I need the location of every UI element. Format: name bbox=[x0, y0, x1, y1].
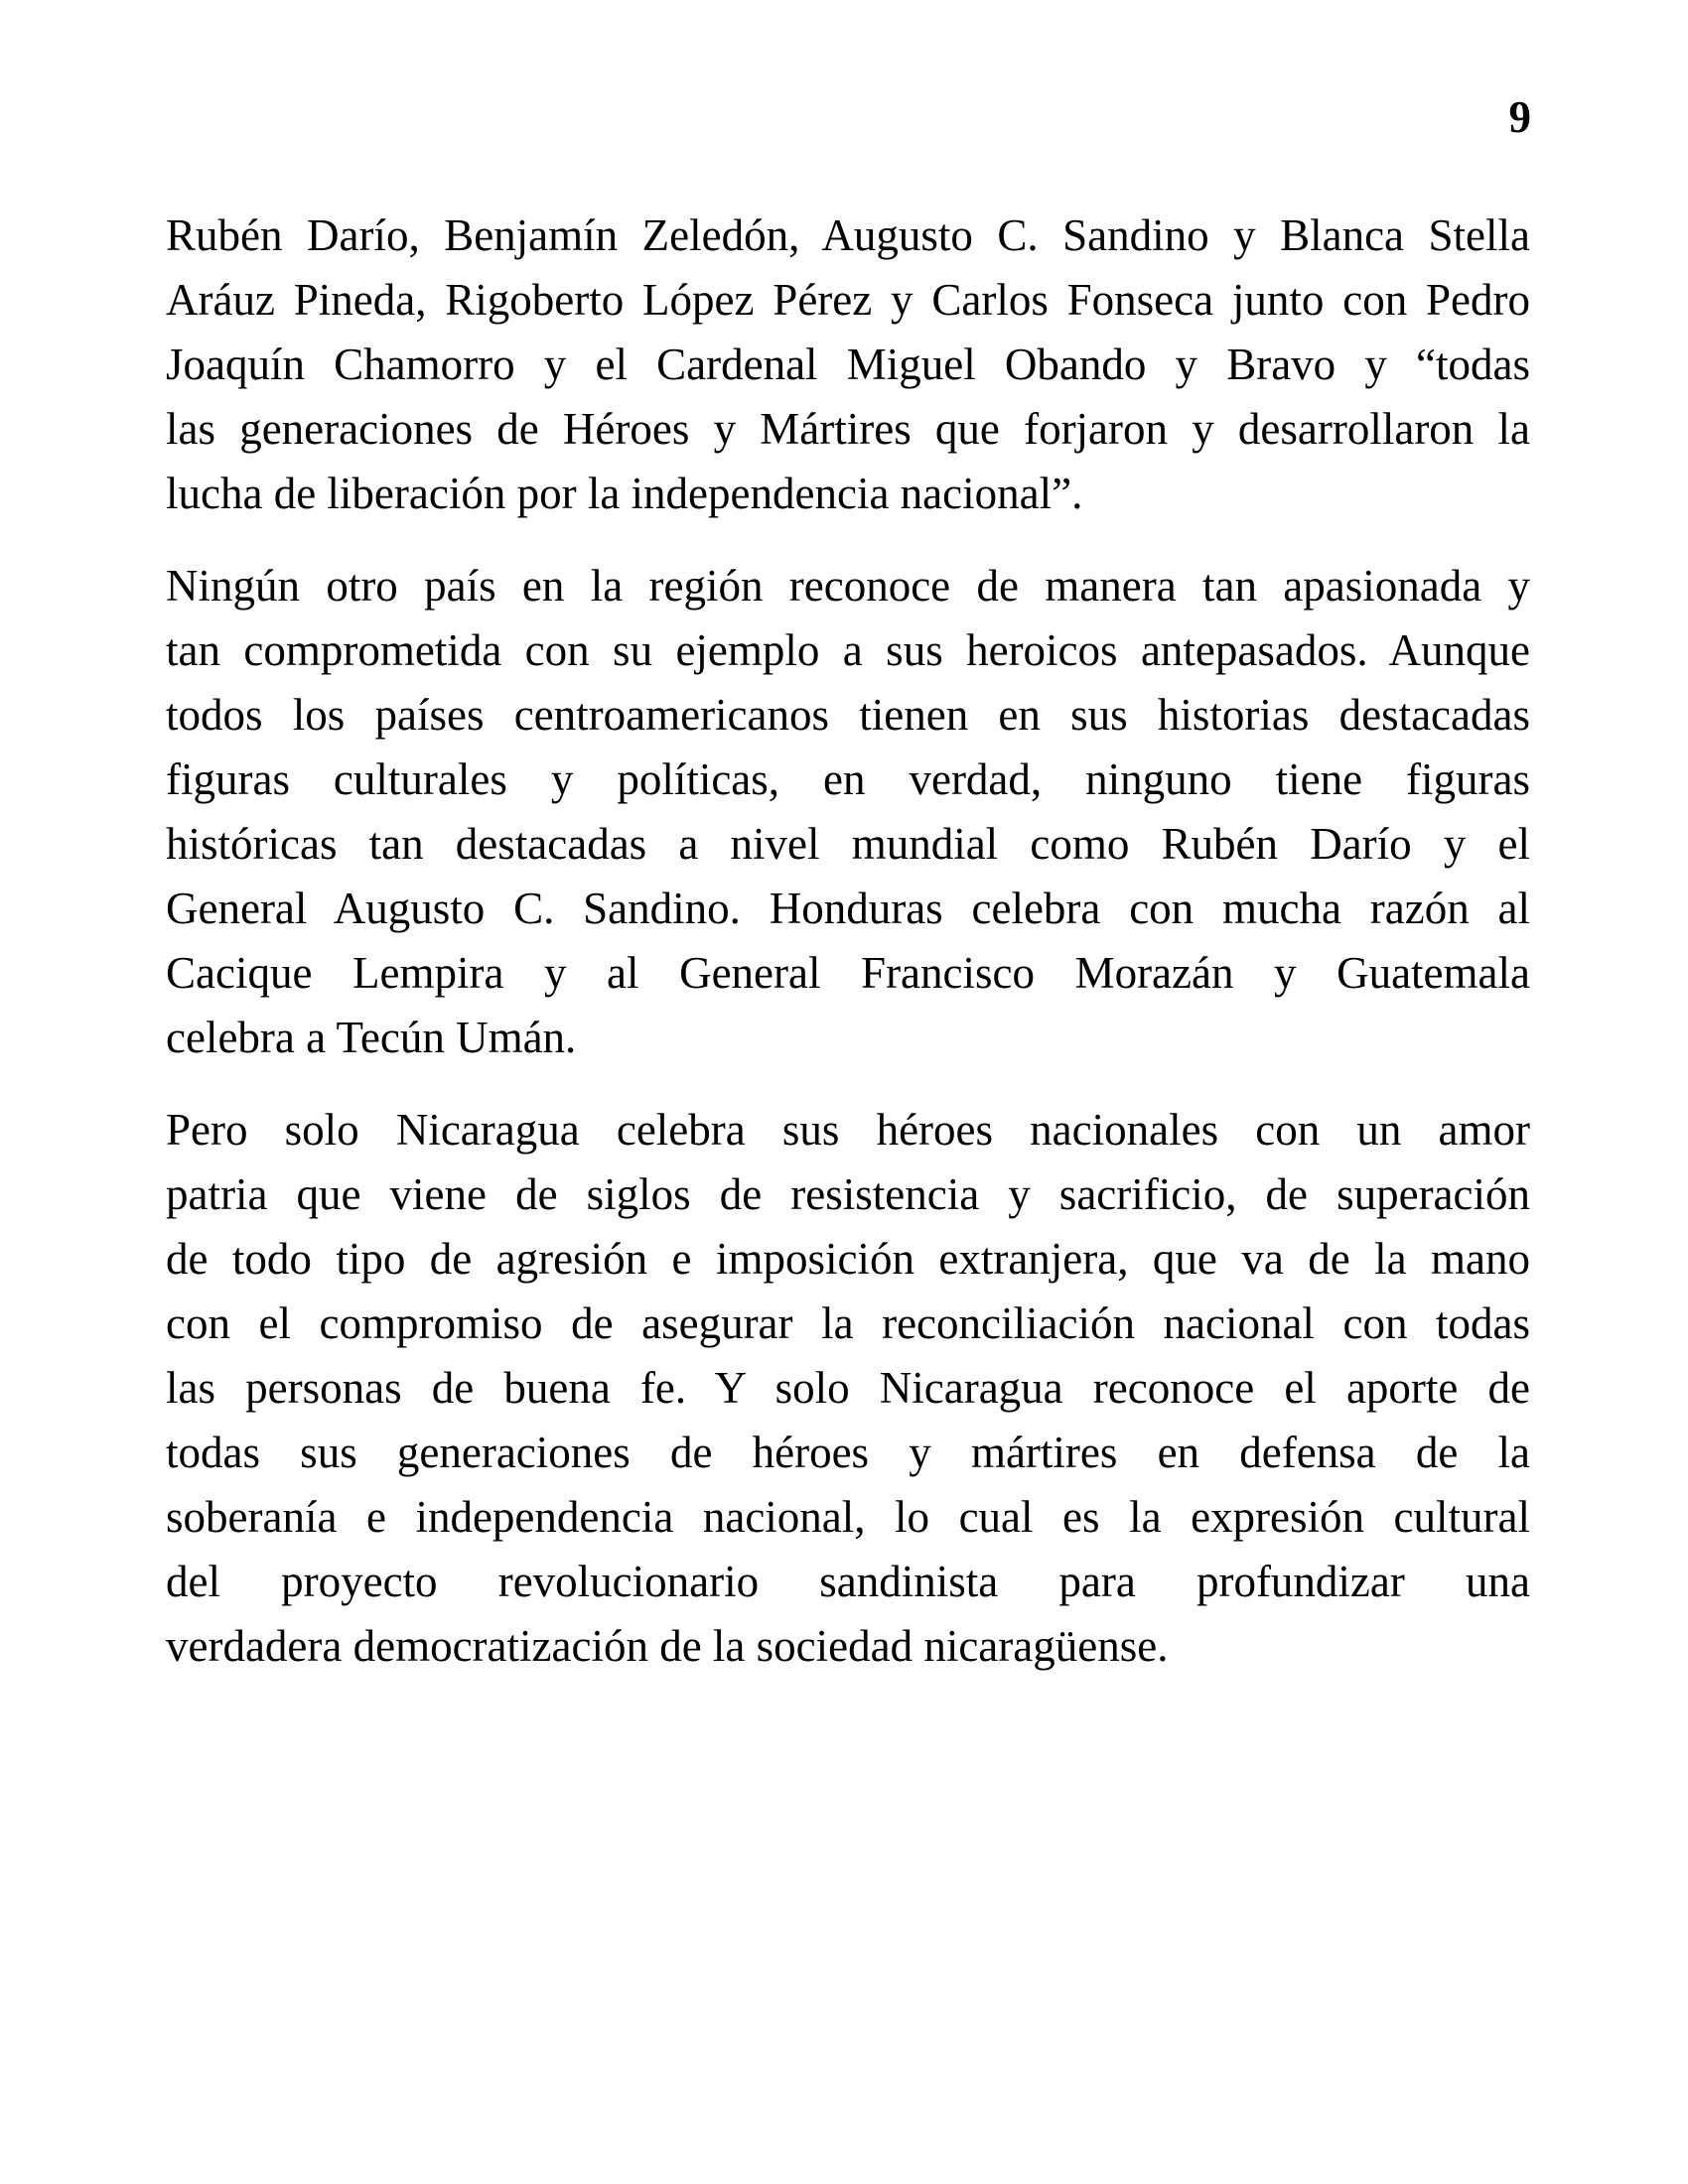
text-line: Joaquín Chamorro y el Cardenal Miguel Obando y Bravo y “todas bbox=[166, 340, 1530, 389]
text-line: Cacique Lempira y al General Francisco Morazán y Guatemala bbox=[166, 948, 1530, 998]
page-number: 9 bbox=[1508, 92, 1531, 142]
text-line: celebra a Tecún Umán. bbox=[166, 1013, 577, 1062]
paragraph bbox=[166, 554, 1530, 1070]
text-line: General Augusto C. Sandino. Honduras celebra con mucha razón al bbox=[166, 884, 1530, 933]
text-line: tan comprometida con su ejemplo a sus heroicos antepasados. Aunque bbox=[166, 625, 1530, 675]
paragraph bbox=[166, 204, 1530, 526]
text-line: patria que viene de siglos de resistencia y sacrificio, de superación bbox=[166, 1169, 1530, 1219]
text-line: con el compromiso de asegurar la reconciliación nacional con todas bbox=[166, 1298, 1530, 1348]
text-line: lucha de liberación por la independencia nacional”. bbox=[166, 469, 1083, 518]
document-body bbox=[166, 204, 1530, 1706]
text-line: Pero solo Nicaragua celebra sus héroes nacionales con un amor bbox=[166, 1105, 1530, 1155]
text-line: las personas de buena fe. Y solo Nicaragua reconoce el aporte de bbox=[166, 1363, 1530, 1413]
text-line: las generaciones de Héroes y Mártires que forjaron y desarrollaron la bbox=[166, 404, 1530, 454]
text-line: Aráuz Pineda, Rigoberto López Pérez y Carlos Fonseca junto con Pedro bbox=[166, 275, 1530, 325]
text-line: del proyecto revolucionario sandinista para profundizar una bbox=[166, 1557, 1530, 1606]
text-line: todas sus generaciones de héroes y mártires en defensa de la bbox=[166, 1428, 1530, 1477]
text-line: figuras culturales y políticas, en verdad, ninguno tiene figuras bbox=[166, 754, 1530, 804]
page-header bbox=[166, 91, 1531, 143]
text-line: históricas tan destacadas a nivel mundial como Rubén Darío y el bbox=[166, 819, 1530, 869]
text-line: verdadera democratización de la sociedad nicaragüense. bbox=[166, 1621, 1169, 1671]
text-line: todos los países centroamericanos tienen en sus historias destacadas bbox=[166, 690, 1530, 740]
paragraph bbox=[166, 1098, 1530, 1679]
text-line: de todo tipo de agresión e imposición extranjera, que va de la mano bbox=[166, 1234, 1530, 1284]
text-line: soberanía e independencia nacional, lo cual es la expresión cultural bbox=[166, 1492, 1530, 1542]
text-line: Ningún otro país en la región reconoce de manera tan apasionada y bbox=[166, 561, 1530, 611]
text-line: Rubén Darío, Benjamín Zeledón, Augusto C. Sandino y Blanca Stella bbox=[166, 210, 1530, 260]
